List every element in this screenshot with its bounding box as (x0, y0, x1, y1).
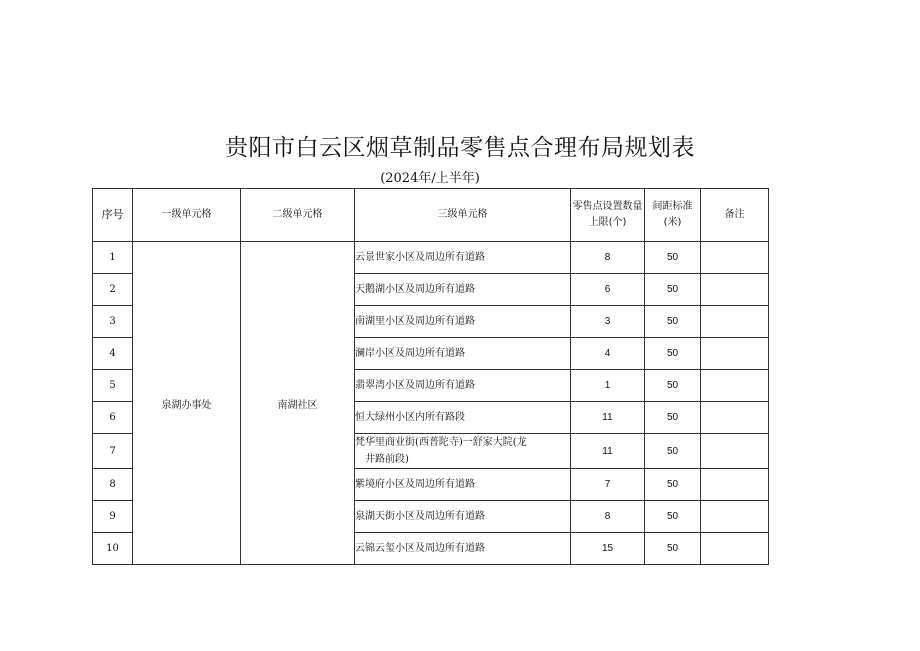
cell-limit: 8 (571, 242, 645, 274)
cell-seq: 3 (93, 306, 133, 338)
cell-seq: 6 (93, 402, 133, 434)
header-remark: 备注 (701, 189, 769, 242)
cell-unit3-line1: 梵华里商业街(西普陀寺)一舒家大院(龙 (355, 437, 527, 448)
page-title: 贵阳市白云区烟草制品零售点合理布局规划表 (225, 135, 695, 161)
cell-unit1: 泉湖办事处 (133, 242, 241, 565)
cell-limit: 11 (571, 434, 645, 469)
cell-seq: 5 (93, 370, 133, 402)
cell-unit3: 翡翠湾小区及周边所有道路 (355, 370, 571, 402)
header-spacing: 间距标准(米) (645, 189, 701, 242)
cell-spacing: 50 (645, 434, 701, 469)
header-limit: 零售点设置数量上限(个) (571, 189, 645, 242)
header-unit3: 三级单元格 (355, 189, 571, 242)
cell-limit: 6 (571, 274, 645, 306)
cell-remark (701, 338, 769, 370)
cell-spacing: 50 (645, 306, 701, 338)
cell-limit: 1 (571, 370, 645, 402)
cell-unit3: 云锦云玺小区及周边所有道路 (355, 533, 571, 565)
cell-limit: 15 (571, 533, 645, 565)
cell-seq: 1 (93, 242, 133, 274)
cell-limit: 11 (571, 402, 645, 434)
cell-unit2: 南湖社区 (241, 242, 355, 565)
cell-unit3: 澜岸小区及周边所有道路 (355, 338, 571, 370)
cell-remark (701, 533, 769, 565)
cell-seq: 9 (93, 501, 133, 533)
page-subtitle: (2024年/上半年) (380, 171, 480, 186)
cell-spacing: 50 (645, 274, 701, 306)
cell-remark (701, 501, 769, 533)
cell-remark (701, 402, 769, 434)
header-unit1: 一级单元格 (133, 189, 241, 242)
cell-seq: 4 (93, 338, 133, 370)
cell-remark (701, 469, 769, 501)
cell-unit3: 紫境府小区及周边所有道路 (355, 469, 571, 501)
cell-unit3: 天鹅湖小区及周边所有道路 (355, 274, 571, 306)
cell-limit: 7 (571, 469, 645, 501)
table-row (93, 242, 769, 274)
cell-unit3-multiline (355, 434, 571, 469)
cell-remark (701, 306, 769, 338)
cell-seq: 2 (93, 274, 133, 306)
cell-limit: 4 (571, 338, 645, 370)
cell-limit: 8 (571, 501, 645, 533)
cell-unit3: 南湖里小区及周边所有道路 (355, 306, 571, 338)
cell-remark (701, 274, 769, 306)
cell-seq: 10 (93, 533, 133, 565)
cell-spacing: 50 (645, 370, 701, 402)
cell-remark (701, 370, 769, 402)
cell-seq: 7 (93, 434, 133, 469)
cell-seq: 8 (93, 469, 133, 501)
layout-plan-table (92, 188, 769, 565)
cell-spacing: 50 (645, 533, 701, 565)
cell-spacing: 50 (645, 501, 701, 533)
cell-unit3-line2: 井路前段) (365, 454, 409, 465)
cell-spacing: 50 (645, 402, 701, 434)
cell-spacing: 50 (645, 242, 701, 274)
cell-unit3: 云景世家小区及周边所有道路 (355, 242, 571, 274)
cell-limit: 3 (571, 306, 645, 338)
cell-remark (701, 434, 769, 469)
cell-unit3: 恒大绿州小区内所有路段 (355, 402, 571, 434)
table-header-row (93, 189, 769, 242)
cell-unit3: 泉湖天街小区及周边所有道路 (355, 501, 571, 533)
header-unit2: 二级单元格 (241, 189, 355, 242)
cell-spacing: 50 (645, 338, 701, 370)
cell-remark (701, 242, 769, 274)
header-seq: 序号 (93, 189, 133, 242)
cell-spacing: 50 (645, 469, 701, 501)
